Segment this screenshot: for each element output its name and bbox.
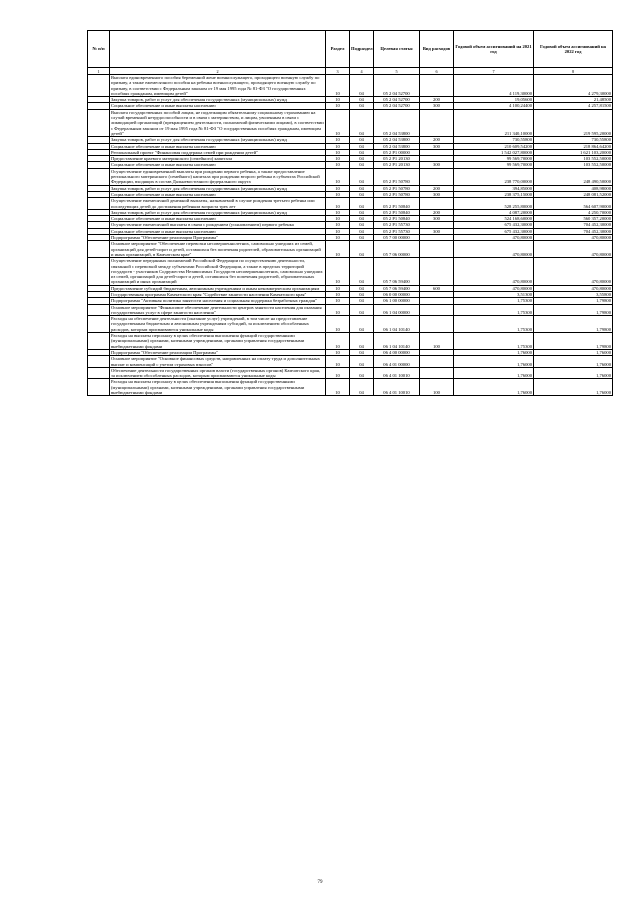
cell-podrazdel: 04 xyxy=(350,103,374,109)
cell-name: Расходы на обеспечение деятельности (оказание услуг) учреждений, в том числе на предоставление государственным бюджетным и автономным учреждениям субсидий, за исключением обособленных расходов, которым присваиваются уникальные коды xyxy=(110,316,326,333)
cell-vid: 200 xyxy=(420,185,454,191)
cell-vid: 300 xyxy=(420,103,454,109)
cell-vid xyxy=(420,109,454,136)
cell-celevaya: 05 7 06 59400 xyxy=(374,258,420,285)
cell-name: Социальное обеспечение и иные выплаты населению xyxy=(110,103,326,109)
cell-sum2022: 3,55800 xyxy=(534,291,613,297)
cell-sum2022: 4 250,70000 xyxy=(534,209,613,215)
cell-sum2022: 470,80000 xyxy=(534,258,613,285)
cell-sum2022: 704 452,30000 xyxy=(534,228,613,234)
cell-number xyxy=(88,304,110,316)
cell-razdel: 10 xyxy=(326,97,350,103)
cell-name: Социальное обеспечение и иные выплаты населению xyxy=(110,162,326,168)
cell-razdel: 10 xyxy=(326,356,350,368)
cell-podrazdel: 04 xyxy=(350,162,374,168)
cell-podrazdel: 04 xyxy=(350,333,374,350)
cell-sum2021: 99 569,70000 xyxy=(454,162,534,168)
cell-sum2022: 103 552,50000 xyxy=(534,156,613,162)
cell-celevaya: 05 2 04 53800 xyxy=(374,137,420,143)
col-header-celevaya: Целевая статья xyxy=(374,31,420,68)
table-row xyxy=(88,75,613,97)
table-row xyxy=(88,168,613,185)
col-header-sum2022: Годовой объем ассигнований на 2022 год xyxy=(534,31,613,68)
cell-razdel: 10 xyxy=(326,379,350,396)
cell-sum2022: 248 081,52000 xyxy=(534,191,613,197)
cell-name: Предоставление краевого материнского (семейного) капитала xyxy=(110,156,326,162)
cell-podrazdel: 04 xyxy=(350,109,374,136)
cell-number xyxy=(88,75,110,97)
cell-razdel: 10 xyxy=(326,285,350,291)
cell-name: Социальное обеспечение и иные выплаты населению xyxy=(110,216,326,222)
cell-razdel: 10 xyxy=(326,316,350,333)
cell-sum2022: 1,76000 xyxy=(534,356,613,368)
cell-celevaya: 05 2 P1 50840 xyxy=(374,216,420,222)
cell-vid xyxy=(420,258,454,285)
cell-podrazdel: 04 xyxy=(350,349,374,355)
cell-vid xyxy=(420,316,454,333)
cell-podrazdel: 04 xyxy=(350,285,374,291)
table-row xyxy=(88,109,613,136)
cell-sum2021: 675 432,30000 xyxy=(454,228,534,234)
cell-name: Социальное обеспечение и иные выплаты населению xyxy=(110,228,326,234)
cell-celevaya: 05 7 06 59400 xyxy=(374,285,420,291)
cell-vid xyxy=(420,367,454,379)
cell-vid: 200 xyxy=(420,97,454,103)
cell-razdel: 10 xyxy=(326,241,350,258)
cell-celevaya: 06 0 00 00000 xyxy=(374,291,420,297)
cell-vid: 100 xyxy=(420,379,454,396)
cell-celevaya: 05 2 P1 20130 xyxy=(374,156,420,162)
cell-vid: 300 xyxy=(420,191,454,197)
cell-number xyxy=(88,168,110,185)
cell-sum2021: 1,75300 xyxy=(454,333,534,350)
cell-sum2022: 1,76000 xyxy=(534,379,613,396)
cell-name: Основное мероприятие "Обеспечение перевозки несовершеннолетних, самовольно ушедших из семей, организаций для детей-сирот и детей, оставшихся без попечения родителей, образовательных организаций и иных организаций, в Камчатском крае" xyxy=(110,241,326,258)
cell-razdel: 10 xyxy=(326,291,350,297)
cell-celevaya: 05 2 P1 55730 xyxy=(374,228,420,234)
cell-sum2021: 1,76000 xyxy=(454,379,534,396)
cell-podrazdel: 04 xyxy=(350,298,374,304)
cell-razdel: 10 xyxy=(326,258,350,285)
cell-celevaya: 05 2 P1 50840 xyxy=(374,198,420,210)
cell-celevaya: 05 2 P1 50780 xyxy=(374,185,420,191)
cell-razdel: 10 xyxy=(326,228,350,234)
cell-name: Основное мероприятие "Основное финансовых средств, направленных на оплату труда и дополнительных выплат и компенсаций с учетом страховых взносов" xyxy=(110,356,326,368)
col-header-razdel: Раздел xyxy=(326,31,350,68)
header-row xyxy=(88,31,613,68)
cell-razdel: 10 xyxy=(326,333,350,350)
cell-sum2022: 704 452,30000 xyxy=(534,222,613,228)
cell-sum2021: 99 569,70000 xyxy=(454,156,534,162)
table-row xyxy=(88,241,613,258)
col-header-name xyxy=(110,31,326,68)
cell-vid xyxy=(420,356,454,368)
page-number: 79 xyxy=(317,880,323,885)
cell-podrazdel: 04 xyxy=(350,222,374,228)
cell-vid: 300 xyxy=(420,162,454,168)
cell-vid xyxy=(420,75,454,97)
cell-name: Подпрограмма "Активная политика занятости населения и социальная поддержка безработных граждан" xyxy=(110,298,326,304)
cell-sum2021: 4 100,24400 xyxy=(454,103,534,109)
col-number: 6 xyxy=(420,68,454,75)
cell-sum2021: 3,51300 xyxy=(454,291,534,297)
cell-sum2021: 394,85000 xyxy=(454,185,534,191)
cell-podrazdel: 04 xyxy=(350,168,374,185)
cell-razdel: 10 xyxy=(326,298,350,304)
cell-celevaya: 06 4 00 00000 xyxy=(374,349,420,355)
column-number-row xyxy=(88,68,613,75)
cell-name: Закупка товаров, работ и услуг для обеспечения государственных (муниципальных) нужд xyxy=(110,209,326,215)
cell-sum2021: 528 255,80000 xyxy=(454,198,534,210)
cell-sum2021: 238 375,15000 xyxy=(454,191,534,197)
table-row xyxy=(88,304,613,316)
col-number: 2 xyxy=(110,68,326,75)
col-header-sum2021: Годовой объем ассигнований на 2021 год xyxy=(454,31,534,68)
cell-celevaya: 05 2 04 53800 xyxy=(374,143,420,149)
cell-number xyxy=(88,198,110,210)
cell-sum2021: 730,55800 xyxy=(454,137,534,143)
cell-podrazdel: 04 xyxy=(350,241,374,258)
col-header-number: № п/п xyxy=(88,31,110,68)
cell-sum2022: 470,80000 xyxy=(534,285,613,291)
cell-sum2022: 470,80000 xyxy=(534,235,613,241)
table-row xyxy=(88,316,613,333)
cell-podrazdel: 04 xyxy=(350,316,374,333)
table-row xyxy=(88,379,613,396)
cell-podrazdel: 04 xyxy=(350,198,374,210)
cell-name: Основное мероприятие "Финансовое обеспечение деятельности центров занятости населения для оказания государственных услуг в сфере занятости населения" xyxy=(110,304,326,316)
cell-number xyxy=(88,356,110,368)
cell-razdel: 10 xyxy=(326,304,350,316)
cell-podrazdel: 04 xyxy=(350,185,374,191)
cell-celevaya: 06 1 04 10140 xyxy=(374,333,420,350)
cell-name: Осуществление переданных полномочий Российской Федерации по осуществлению деятельности, связанной с перевозкой между субъектами Российской Федерации, а также в пределах территорий государств - участников Содружества Независимых Государств несовершеннолетних, самовольно ушедших из семей, организаций для детей-сирот и детей, оставшихся без попечения родителей, образовательных организаций и иных организаций xyxy=(110,258,326,285)
cell-razdel: 10 xyxy=(326,209,350,215)
cell-razdel: 10 xyxy=(326,185,350,191)
cell-celevaya: 05 2 P1 00000 xyxy=(374,149,420,155)
cell-sum2022: 1,79800 xyxy=(534,304,613,316)
cell-name: Обеспечение деятельности государственных органов власти (государственных органов) Камчатского края, за исключением обособленных расходов, которым присваиваются уникальные коды xyxy=(110,367,326,379)
cell-number xyxy=(88,316,110,333)
cell-celevaya: 06 1 04 10140 xyxy=(374,316,420,333)
cell-sum2022: 408,98000 xyxy=(534,185,613,191)
cell-sum2022: 1,79800 xyxy=(534,298,613,304)
cell-number xyxy=(88,333,110,350)
cell-razdel: 10 xyxy=(326,198,350,210)
cell-sum2021: 675 432,30000 xyxy=(454,222,534,228)
cell-name: Осуществление единовременной выплаты при рождении первого ребенка, а также предоставление регионального материнского (семейного) капитала при рождении второго ребенка в субъектах Российской Федерации, входящих в состав Дальневосточного федерального округа xyxy=(110,168,326,185)
cell-podrazdel: 04 xyxy=(350,137,374,143)
cell-name: Региональный проект "Финансовая поддержка семей при рождении детей" xyxy=(110,149,326,155)
table-body xyxy=(88,75,613,396)
cell-vid: 300 xyxy=(420,216,454,222)
cell-podrazdel: 04 xyxy=(350,97,374,103)
cell-name: Закупка товаров, работ и услуг для обеспечения государственных (муниципальных) нужд xyxy=(110,185,326,191)
cell-sum2022: 248 490,50000 xyxy=(534,168,613,185)
cell-sum2021: 524 168,60000 xyxy=(454,216,534,222)
cell-razdel: 10 xyxy=(326,191,350,197)
cell-sum2021: 1,75300 xyxy=(454,316,534,333)
cell-sum2021: 4 087,20000 xyxy=(454,209,534,215)
cell-celevaya: 05 2 04 53800 xyxy=(374,109,420,136)
cell-podrazdel: 04 xyxy=(350,209,374,215)
cell-sum2021: 1,76000 xyxy=(454,349,534,355)
cell-name: Закупка товаров, работ и услуг для обеспечения государственных (муниципальных) нужд xyxy=(110,137,326,143)
cell-razdel: 10 xyxy=(326,162,350,168)
cell-celevaya: 05 2 P1 55730 xyxy=(374,222,420,228)
cell-razdel: 10 xyxy=(326,168,350,185)
cell-razdel: 10 xyxy=(326,222,350,228)
cell-name: Подпрограмма "Обеспечение реализации Программы" xyxy=(110,349,326,355)
cell-podrazdel: 04 xyxy=(350,291,374,297)
cell-sum2022: 218 864,64200 xyxy=(534,143,613,149)
cell-name: Осуществление ежемесячной выплаты в связи с рождением (усыновлением) первого ребенка xyxy=(110,222,326,228)
cell-celevaya: 05 2 04 52700 xyxy=(374,103,420,109)
cell-razdel: 10 xyxy=(326,149,350,155)
cell-podrazdel: 04 xyxy=(350,228,374,234)
cell-podrazdel: 04 xyxy=(350,216,374,222)
col-number: 4 xyxy=(350,68,374,75)
col-number: 3 xyxy=(326,68,350,75)
cell-name: Закупка товаров, работ и услуг для обеспечения государственных (муниципальных) нужд xyxy=(110,97,326,103)
cell-sum2021: 1,75300 xyxy=(454,304,534,316)
cell-celevaya: 05 7 06 00000 xyxy=(374,241,420,258)
cell-razdel: 10 xyxy=(326,349,350,355)
cell-name: Социальное обеспечение и иные выплаты населению xyxy=(110,143,326,149)
cell-number xyxy=(88,367,110,379)
cell-podrazdel: 04 xyxy=(350,143,374,149)
cell-celevaya: 05 2 04 52700 xyxy=(374,75,420,97)
cell-sum2021: 1 542 027,80000 xyxy=(454,149,534,155)
cell-vid xyxy=(420,304,454,316)
cell-sum2021: 1,76000 xyxy=(454,367,534,379)
table-row xyxy=(88,198,613,210)
cell-sum2021: 470,80000 xyxy=(454,241,534,258)
cell-vid xyxy=(420,198,454,210)
cell-sum2021: 211 340,10000 xyxy=(454,109,534,136)
col-number: 8 xyxy=(534,68,613,75)
cell-podrazdel: 04 xyxy=(350,191,374,197)
cell-sum2021: 1,75300 xyxy=(454,298,534,304)
cell-sum2021: 1,76000 xyxy=(454,356,534,368)
table-row xyxy=(88,258,613,285)
cell-celevaya: 06 4 01 00000 xyxy=(374,356,420,368)
cell-sum2022: 560 357,20000 xyxy=(534,216,613,222)
cell-celevaya: 06 4 01 10010 xyxy=(374,379,420,396)
cell-sum2021: 4 119,30000 xyxy=(454,75,534,97)
col-number: 1 xyxy=(88,68,110,75)
cell-vid xyxy=(420,241,454,258)
cell-podrazdel: 04 xyxy=(350,367,374,379)
cell-sum2022: 1,76000 xyxy=(534,367,613,379)
cell-sum2022: 103 552,50000 xyxy=(534,162,613,168)
cell-vid: 200 xyxy=(420,137,454,143)
cell-celevaya: 06 1 04 00000 xyxy=(374,304,420,316)
cell-vid: 200 xyxy=(420,209,454,215)
col-header-vid: Вид расходов xyxy=(420,31,454,68)
cell-name: Подпрограмма "Обеспечение реализации Программы" xyxy=(110,235,326,241)
cell-celevaya: 05 2 04 52700 xyxy=(374,97,420,103)
cell-sum2021: 470,80000 xyxy=(454,258,534,285)
cell-razdel: 10 xyxy=(326,156,350,162)
cell-celevaya: 05 2 P1 50780 xyxy=(374,168,420,185)
cell-razdel: 10 xyxy=(326,75,350,97)
cell-name: Расходы на выплаты персоналу в целях обеспечения выполнения функций государственными (муниципальными) органами, казенными учреждениями, органами управления государственными внебюджетными фондами xyxy=(110,333,326,350)
cell-razdel: 10 xyxy=(326,216,350,222)
cell-sum2022: 21,48500 xyxy=(534,97,613,103)
col-header-podrazdel: Подраздел xyxy=(350,31,374,68)
cell-sum2022: 470,80000 xyxy=(534,241,613,258)
cell-celevaya: 05 2 P1 50840 xyxy=(374,209,420,215)
cell-number xyxy=(88,379,110,396)
cell-name: Расходы на выплаты персоналу в целях обеспечения выполнения функций государственными (муниципальными) органами, казенными учреждениями, органами управления государственными внебюджетными фондами xyxy=(110,379,326,396)
cell-razdel: 10 xyxy=(326,367,350,379)
cell-sum2022: 1,79800 xyxy=(534,316,613,333)
cell-podrazdel: 04 xyxy=(350,304,374,316)
cell-name: Предоставление субсидий бюджетным, автономным учреждениям и иным некоммерческим организациям xyxy=(110,285,326,291)
table-row xyxy=(88,356,613,368)
cell-name: Социальное обеспечение и иные выплаты населению xyxy=(110,191,326,197)
cell-razdel: 10 xyxy=(326,103,350,109)
cell-celevaya: 05 2 P1 50780 xyxy=(374,191,420,197)
cell-sum2021: 470,80000 xyxy=(454,235,534,241)
cell-vid: 600 xyxy=(420,285,454,291)
cell-sum2022: 4 279,30000 xyxy=(534,75,613,97)
cell-name: Государственная программа Камчатского края "Содействие занятости населения Камчатского края" xyxy=(110,291,326,297)
cell-sum2022: 1 621 103,20000 xyxy=(534,149,613,155)
cell-sum2021: 470,80000 xyxy=(454,285,534,291)
cell-celevaya: 06 4 01 10010 xyxy=(374,367,420,379)
cell-celevaya: 05 2 P1 20130 xyxy=(374,162,420,168)
col-number: 5 xyxy=(374,68,420,75)
cell-sum2022: 219 595,20000 xyxy=(534,109,613,136)
cell-name: Осуществление ежемесячной денежной выплаты, назначаемой в случае рождения третьего ребенка или последующих детей до достижения ребенком возраста трех лет xyxy=(110,198,326,210)
cell-razdel: 10 xyxy=(326,137,350,143)
cell-celevaya: 06 1 00 00000 xyxy=(374,298,420,304)
cell-podrazdel: 04 xyxy=(350,356,374,368)
cell-sum2022: 1,79800 xyxy=(534,333,613,350)
cell-razdel: 10 xyxy=(326,109,350,136)
cell-podrazdel: 04 xyxy=(350,379,374,396)
cell-vid: 300 xyxy=(420,228,454,234)
cell-razdel: 10 xyxy=(326,143,350,149)
cell-sum2022: 564 607,90000 xyxy=(534,198,613,210)
cell-number xyxy=(88,241,110,258)
cell-podrazdel: 04 xyxy=(350,235,374,241)
cell-sum2021: 19,05600 xyxy=(454,97,534,103)
cell-podrazdel: 04 xyxy=(350,149,374,155)
cell-sum2021: 210 609,54200 xyxy=(454,143,534,149)
cell-sum2022: 1,76000 xyxy=(534,349,613,355)
col-number: 7 xyxy=(454,68,534,75)
cell-sum2021: 238 770,00000 xyxy=(454,168,534,185)
budget-table xyxy=(87,30,613,396)
cell-name: Выплата единовременного пособия беременной жене военнослужащего, проходящего военную службу по призыву, а также ежемесячного пособия на ребенка военнослужащего, проходящего военную службу по призыву, в соответствии с Федеральным законом от 19 мая 1995 года № 81-ФЗ "О государственных пособиях гражданам, имеющим детей" xyxy=(110,75,326,97)
cell-vid xyxy=(420,168,454,185)
table-row xyxy=(88,367,613,379)
cell-podrazdel: 04 xyxy=(350,75,374,97)
cell-number xyxy=(88,109,110,136)
cell-sum2022: 730,55800 xyxy=(534,137,613,143)
cell-podrazdel: 04 xyxy=(350,258,374,285)
cell-vid: 300 xyxy=(420,143,454,149)
cell-number xyxy=(88,258,110,285)
cell-name: Выплата государственных пособий лицам, не подлежащим обязательному социальному страхованию на случай временной нетрудоспособности и в связи с материнством, и лицам, уволенным в связи с ликвидацией организаций (прекращением деятельности, полномочий физическими лицами), в соответствии с Федеральным законом от 19 мая 1995 года № 81-ФЗ "О государственных пособиях гражданам, имеющим детей" xyxy=(111,109,324,136)
table-row xyxy=(88,333,613,350)
cell-vid: 100 xyxy=(420,333,454,350)
cell-sum2022: 4 257,81500 xyxy=(534,103,613,109)
cell-razdel: 10 xyxy=(326,235,350,241)
cell-celevaya: 05 7 00 00000 xyxy=(374,235,420,241)
cell-podrazdel: 04 xyxy=(350,156,374,162)
